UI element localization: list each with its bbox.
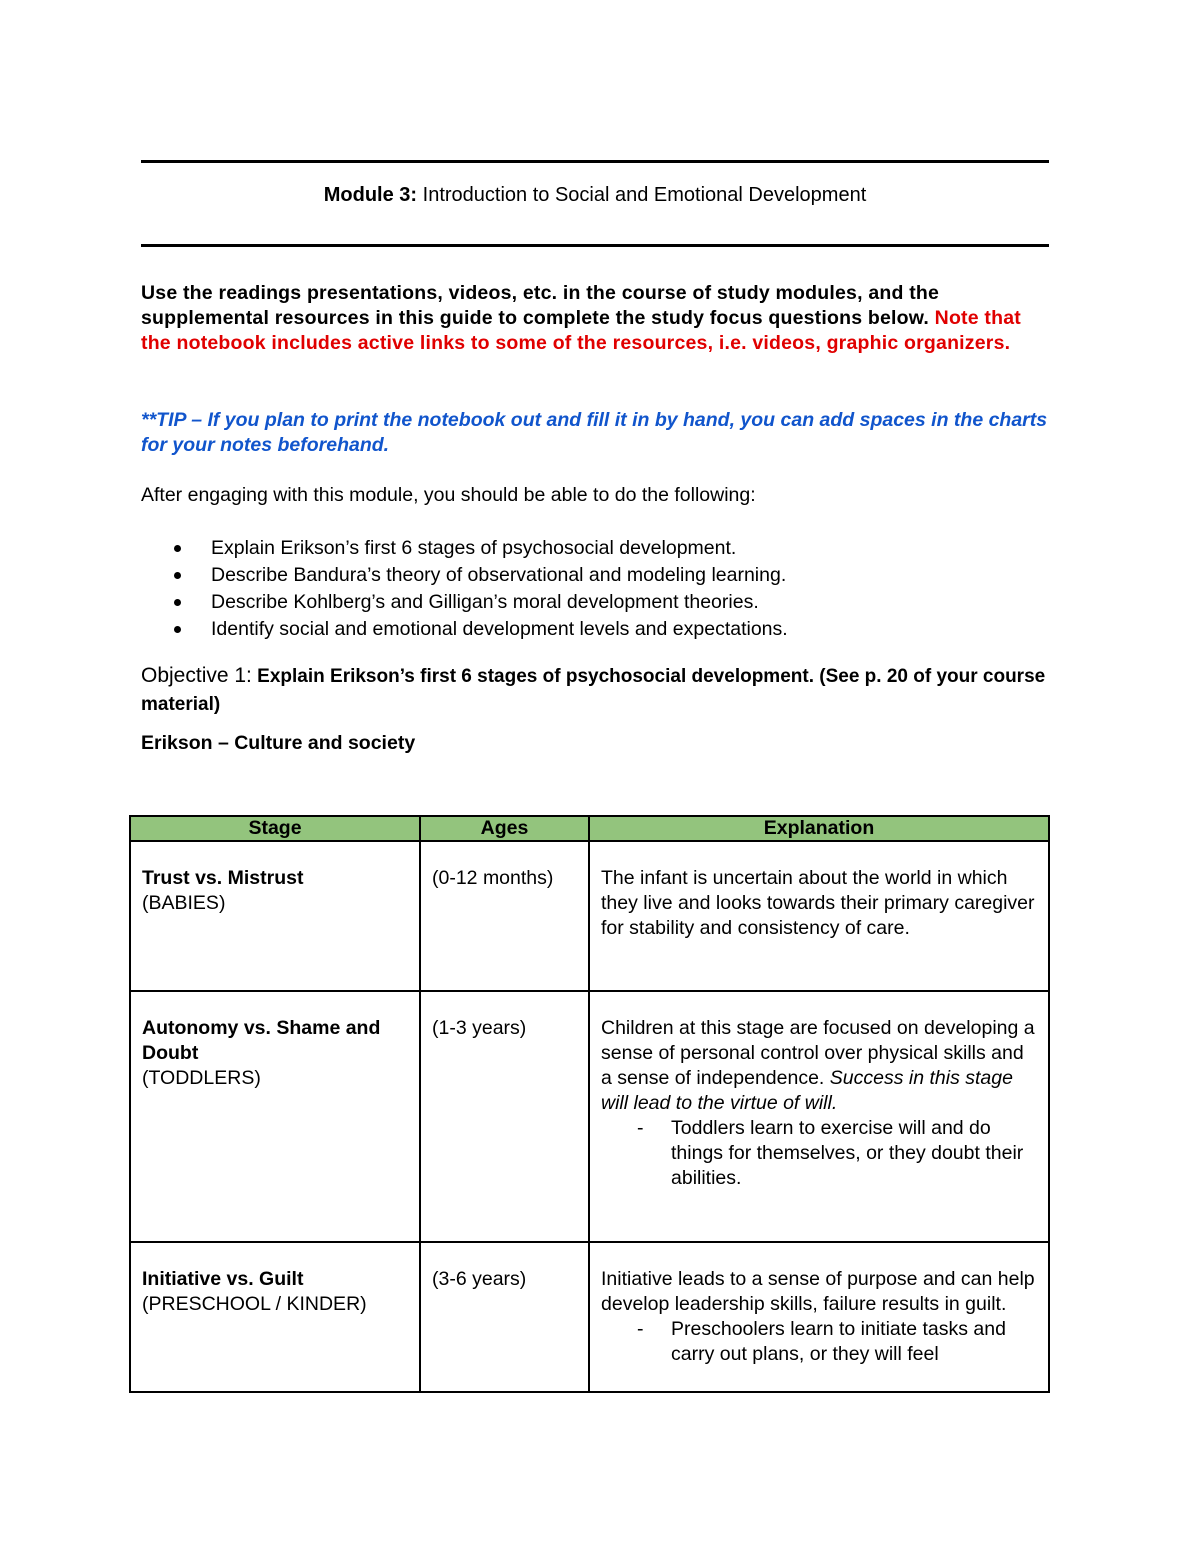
- dash-list: [601, 1317, 1038, 1367]
- explanation-text: Children at this stage are focused on developing a sense of personal control over physical skills and a sense of independence.: [601, 1017, 1035, 1089]
- stage-cell: [130, 841, 420, 991]
- tip-paragraph: **TIP – If you plan to print the notebook out and fill it in by hand, you can add spaces in the charts for your notes beforehand.: [141, 409, 1048, 456]
- stage-group: (TODDLERS): [142, 1067, 261, 1089]
- top-divider: [141, 160, 1049, 163]
- stage-name: Initiative vs. Guilt: [142, 1268, 304, 1290]
- ages-cell: (3-6 years): [420, 1242, 589, 1392]
- stage-cell: [130, 1242, 420, 1392]
- table-row: [130, 841, 1049, 991]
- stage-group: (BABIES): [142, 892, 226, 914]
- explanation-italic: Success in this stage will lead to the virtue of will.: [601, 1067, 1013, 1114]
- bullet-icon: [174, 545, 181, 552]
- dash-icon: -: [637, 1117, 644, 1139]
- learning-goals-list: [141, 535, 788, 643]
- list-item: Explain Erikson’s first 6 stages of psychosocial development.: [141, 535, 788, 562]
- explanation-text: Initiative leads to a sense of purpose and can help develop leadership skills, failure results in guilt.: [601, 1268, 1035, 1315]
- learning-goals-intro: After engaging with this module, you should be able to do the following:: [141, 484, 756, 506]
- section-heading: Erikson – Culture and society: [141, 732, 416, 754]
- column-header-explanation: Explanation: [589, 816, 1049, 841]
- table-header-row: [130, 816, 1049, 841]
- intro-paragraph: [141, 281, 1056, 356]
- dash-icon: -: [637, 1318, 644, 1340]
- stage-group: (PRESCHOOL / KINDER): [142, 1293, 367, 1315]
- module-label: Module 3:: [323, 184, 418, 206]
- table-row: [130, 1242, 1049, 1392]
- stage-name: Autonomy vs. Shame and Doubt: [142, 1017, 381, 1064]
- intro-instructions: Use the readings presentations, videos, etc. in the course of study modules, and the supplemental resources in this guide to complete the study focus questions below.: [141, 282, 940, 329]
- erikson-stages-table: [129, 815, 1050, 1393]
- bullet-icon: [174, 626, 181, 633]
- list-item: Describe Kohlberg’s and Gilligan’s moral development theories.: [141, 589, 788, 616]
- list-item: - Toddlers learn to exercise will and do things for themselves, or they doubt their abilities.: [637, 1117, 1024, 1189]
- stage-cell: [130, 991, 420, 1242]
- column-header-ages: Ages: [420, 816, 589, 841]
- list-item: Describe Bandura’s theory of observational and modeling learning.: [141, 562, 788, 589]
- explanation-cell: [589, 991, 1049, 1242]
- bullet-icon: [174, 599, 181, 606]
- bottom-divider: [141, 244, 1049, 247]
- bullet-icon: [174, 572, 181, 579]
- ages-cell: (0-12 months): [420, 841, 589, 991]
- column-header-stage: Stage: [130, 816, 420, 841]
- objective-label: Objective 1:: [141, 664, 252, 687]
- dash-list: [601, 1116, 1038, 1191]
- stage-name: Trust vs. Mistrust: [142, 867, 304, 889]
- explanation-cell: [589, 841, 1049, 991]
- list-item: Identify social and emotional development levels and expectations.: [141, 616, 788, 643]
- ages-cell: (1-3 years): [420, 991, 589, 1242]
- table-row: [130, 991, 1049, 1242]
- module-name: Introduction to Social and Emotional Development: [417, 184, 867, 206]
- intro-note: Note that the notebook includes active links to some of the resources, i.e. videos, graphic organizers.: [141, 307, 1021, 354]
- module-title: [141, 184, 1049, 207]
- objective-1-heading: [141, 662, 1061, 719]
- explanation-cell: [589, 1242, 1049, 1392]
- explanation-text: The infant is uncertain about the world in which they live and looks towards their primary caregiver for stability and consistency of care.: [601, 867, 1035, 939]
- list-item: - Preschoolers learn to initiate tasks and carry out plans, or they will feel: [637, 1318, 1006, 1365]
- objective-text: Explain Erikson’s first 6 stages of psychosocial development. (See p. 20 of your course material): [141, 666, 1046, 715]
